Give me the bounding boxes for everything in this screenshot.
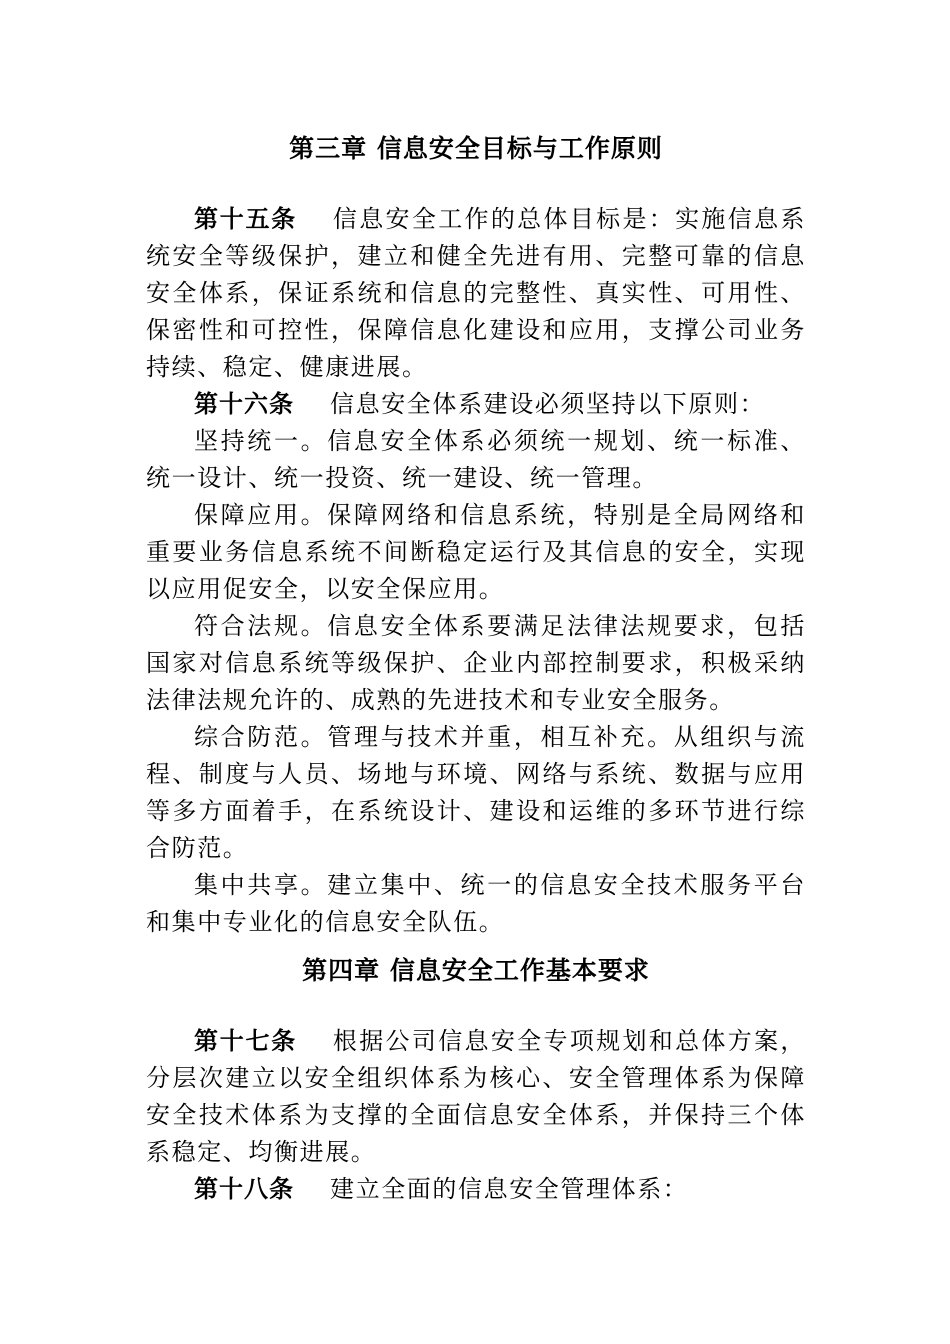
article-15-number: 第十五条 xyxy=(194,205,297,233)
chapter-4-title: 第四章 信息安全工作基本要求 xyxy=(302,956,650,985)
article-17-number: 第十七条 xyxy=(194,1027,297,1055)
article-18-text: 建立全面的信息安全管理体系： xyxy=(330,1175,689,1203)
article-15 xyxy=(146,201,806,386)
chapter-4-body xyxy=(146,1023,806,1208)
principle-sharing: 集中共享。建立集中、统一的信息安全技术服务平台和集中专业化的信息安全队伍。 xyxy=(146,871,806,936)
article-16 xyxy=(146,386,806,423)
article-18-number: 第十八条 xyxy=(194,1175,294,1203)
article-18 xyxy=(146,1171,806,1208)
article-15-text: 信息安全工作的总体目标是：实施信息系统安全等级保护，建立和健全先进有用、完整可靠的信息安全体系，保证系统和信息的完整性、真实性、可用性、保密性和可控性，保障信息化建设和应用，支撑公司业务持续、稳定、健康进展。 xyxy=(146,205,806,381)
article-16-number: 第十六条 xyxy=(194,390,294,418)
article-17-text: 根据公司信息安全专项规划和总体方案，分层次建立以安全组织体系为核心、安全管理体系为保障安全技术体系为支撑的全面信息安全体系，并保持三个体系稳定、均衡进展。 xyxy=(146,1027,806,1166)
principle-unity: 坚持统一。信息安全体系必须统一规划、统一标准、统一设计、统一投资、统一建设、统一管理。 xyxy=(146,427,806,492)
principle-compliance: 符合法规。信息安全体系要满足法律法规要求，包括国家对信息系统等级保护、企业内部控制要求，积极采纳法律法规允许的、成熟的先进技术和专业安全服务。 xyxy=(146,612,806,714)
article-16-text: 信息安全体系建设必须坚持以下原则： xyxy=(330,390,766,418)
chapter-3-title: 第三章 信息安全目标与工作原则 xyxy=(289,134,663,163)
article-17 xyxy=(146,1023,806,1171)
principle-application: 保障应用。保障网络和信息系统，特别是全局网络和重要业务信息系统不间断稳定运行及其信息的安全，实现以应用促安全，以安全保应用。 xyxy=(146,501,806,603)
chapter-3-body xyxy=(146,201,806,941)
principle-comprehensive: 综合防范。管理与技术并重，相互补充。从组织与流程、制度与人员、场地与环境、网络与系统、数据与应用等多方面着手，在系统设计、建设和运维的多环节进行综合防范。 xyxy=(146,723,806,862)
